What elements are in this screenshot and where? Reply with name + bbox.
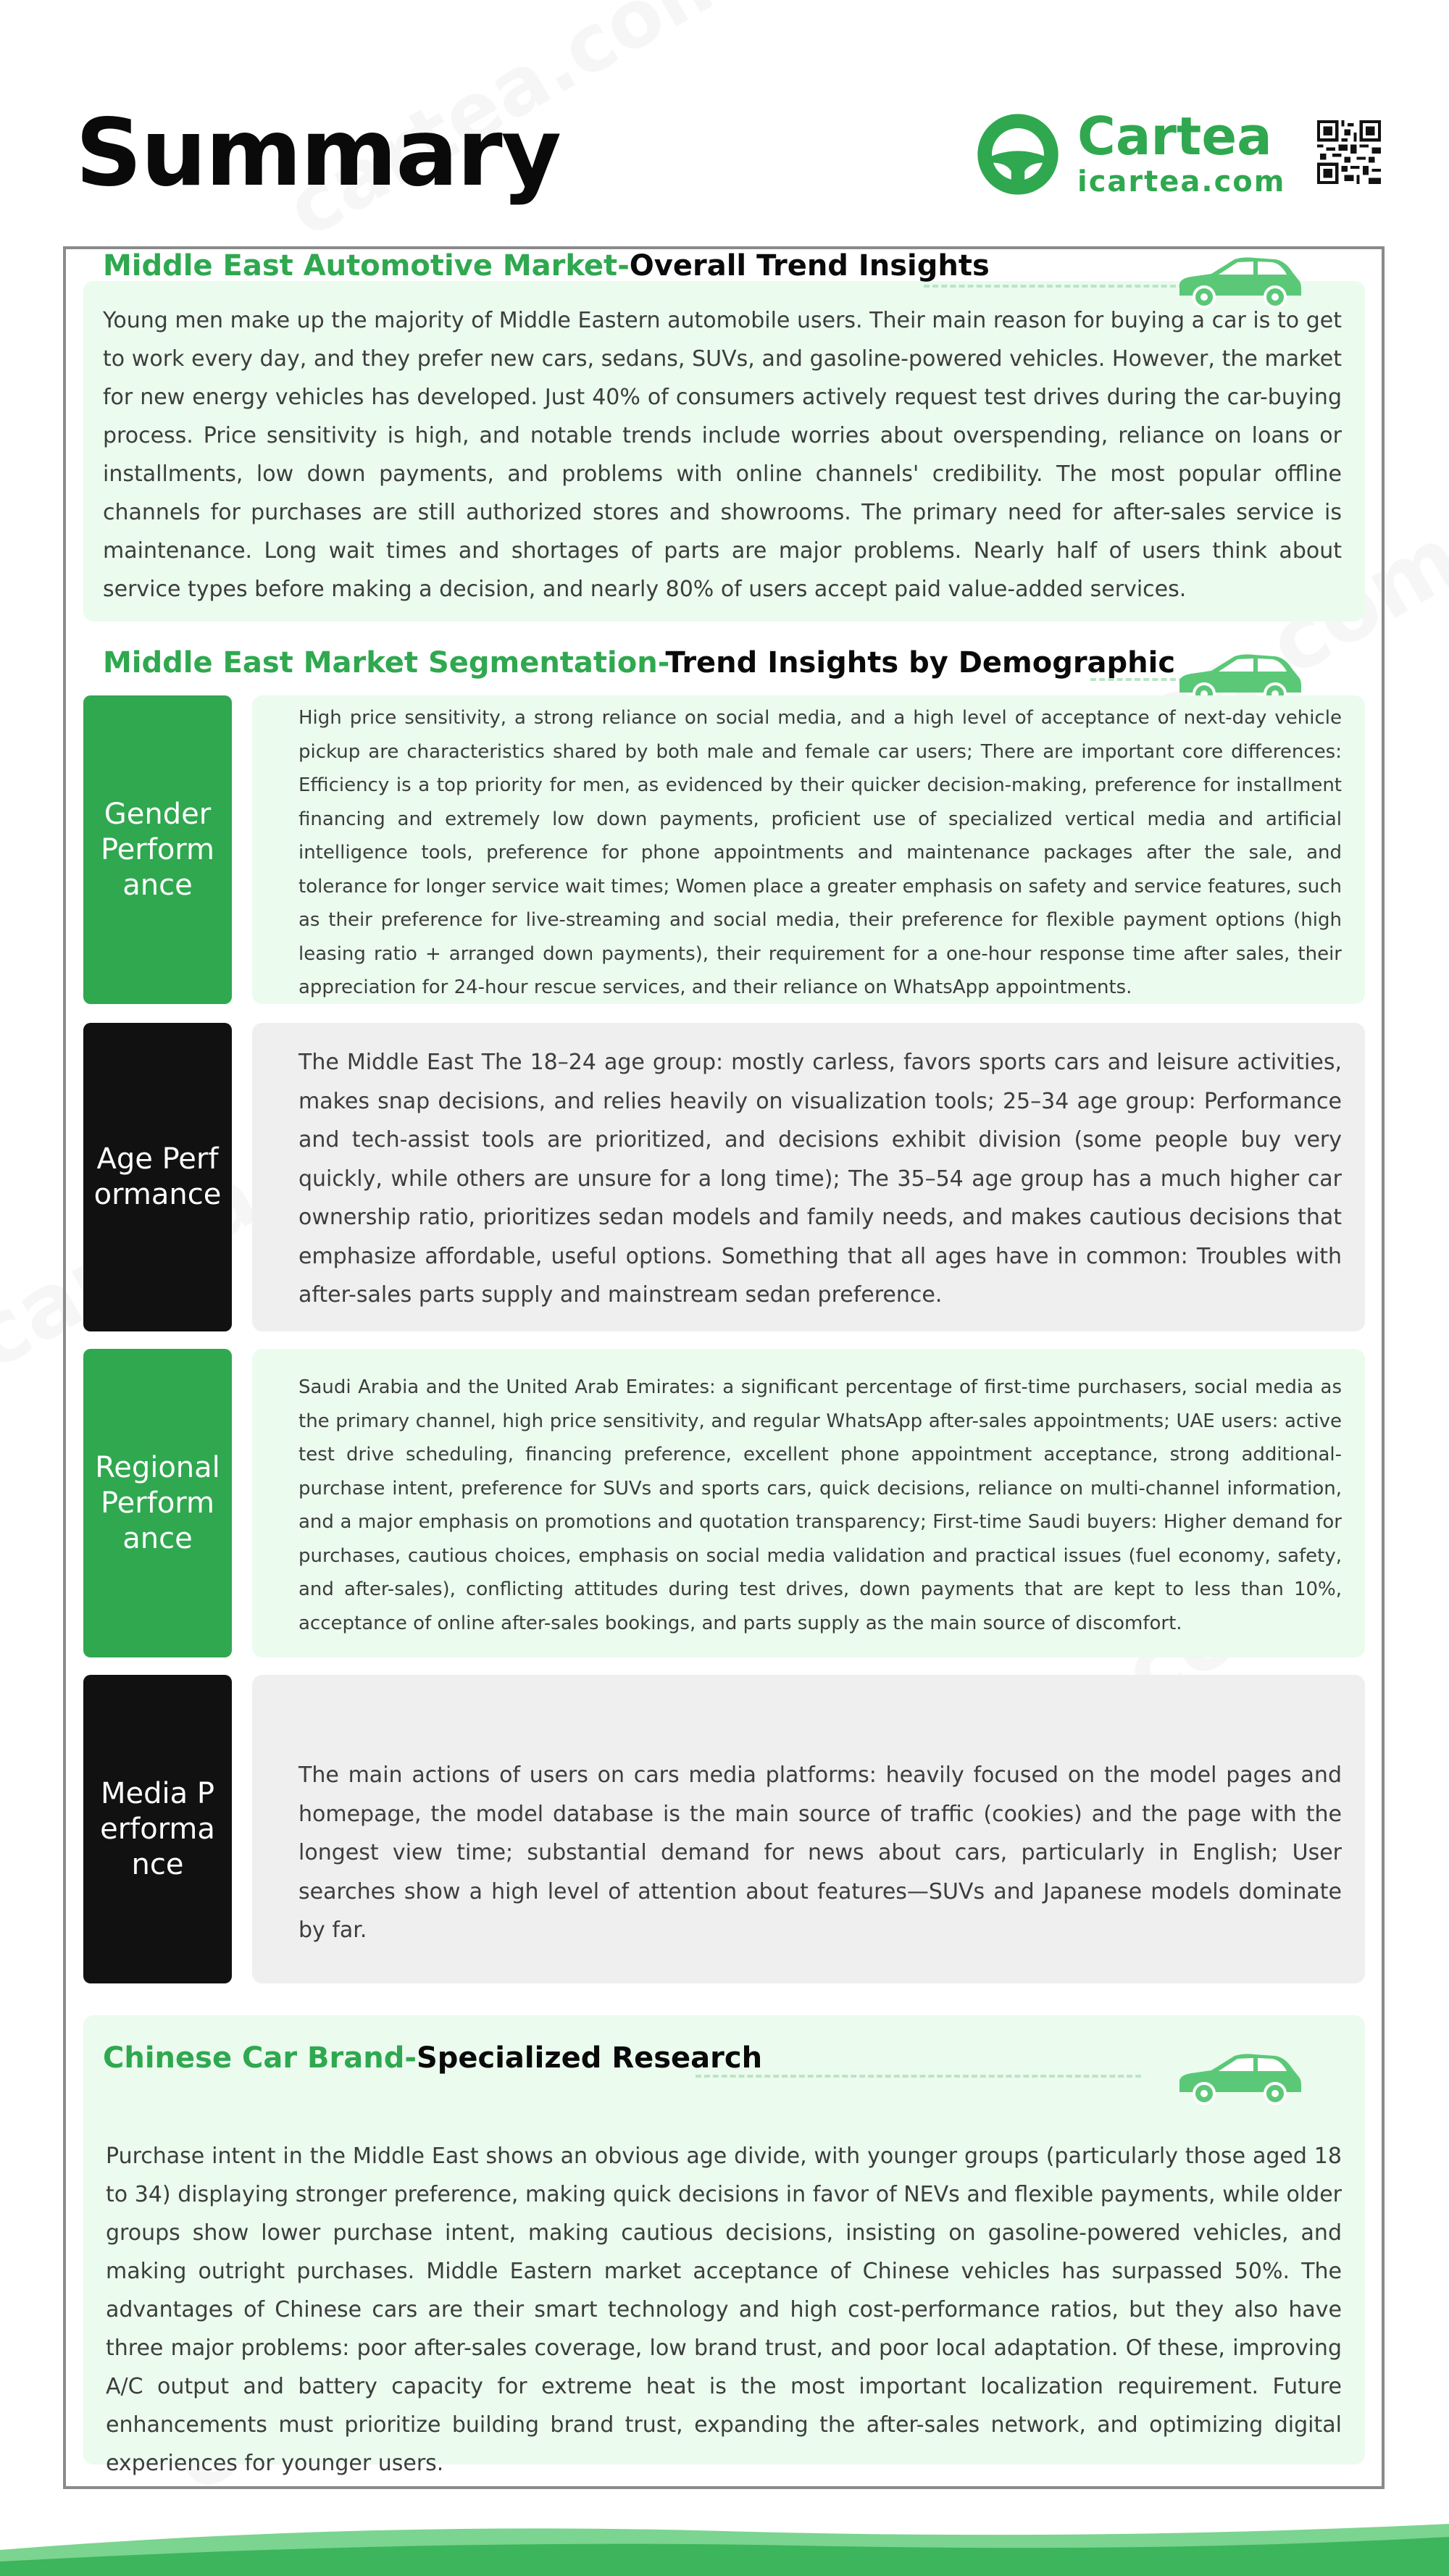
segmentation-heading: Middle East Market Segmentation-Trend Insights by Demographic	[103, 646, 1176, 679]
heading-divider	[1090, 678, 1185, 681]
bottom-wave	[0, 2521, 1449, 2576]
brand-domain: icartea.com	[1077, 165, 1286, 198]
page-title: Summary	[75, 99, 560, 207]
brand-logo	[976, 106, 1286, 198]
chinese-brand-body: Purchase intent in the Middle East shows an obvious age divide, with younger groups (particularly those aged 18 to 34) displaying stronger preference, making quick decisions in favor of NEVs and flexible payments, while older groups show lower purchase intent, making cautious decisions, insisting on gasoline-powered vehicles, and making outright purchases. Middle Eastern market acceptance of Chinese vehicles has surpassed 50%. The advantages of Chinese cars are their smart technology and high cost-performance ratios, but they also have three major problems: poor after-sales coverage, low brand trust, and poor local adaptation. Of these, improving A/C output and battery capacity for extreme heat is the most important localization requirement. Future enhancements must prioritize building brand trust, expanding the after-sales network, and optimizing digital experiences for younger users.	[106, 2144, 1342, 2476]
age-performance-text: The Middle East The 18–24 age group: mostly carless, favors sports cars and leisure activities, makes snap decisions, and relies heavily on visualization tools; 25–34 age group: Performance and tech-assist tools are prioritized, and decisions exhibit division (some people buy very quickly, while others are unsure for a long time); The 35–54 age group has a much higher car ownership ratio, prioritizes sedan models and family needs, and makes cautious decisions that emphasize affordable, useful options. Something that all ages have in common: Troubles with after-sales parts supply and mainstream sedan preference.	[298, 1050, 1342, 1308]
qr-code-icon	[1317, 120, 1381, 184]
overall-body: Young men make up the majority of Middle Eastern automobile users. Their main reason for buying a car is to get to work every day, and they prefer new cars, sedans, SUVs, and gasoline-powered vehicles. However, the market for new energy vehicles has developed. Just 40% of consumers actively request test drives during the car-buying process. Price sensitivity is high, and notable trends include worries about overspending, reliance on loans or installments, low down payments, and problems with online channels' credibility. The most popular offline channels for purchases are still authorized stores and showrooms. The primary need for after-sales service is maintenance. Long wait times and shortages of parts are major problems. Nearly half of users think about service types before making a decision, and nearly 80% of users accept paid value-added services.	[103, 308, 1342, 602]
brand-name: Cartea	[1077, 106, 1272, 167]
gender-performance-label: Gender Performance	[83, 695, 232, 1004]
chinese-brand-heading: Chinese Car Brand-Specialized Research	[103, 2041, 763, 2075]
heading-divider	[924, 285, 1185, 288]
age-performance-label: Age Performance	[83, 1023, 232, 1331]
car-icon	[1174, 2052, 1304, 2108]
media-performance-text: The main actions of users on cars media platforms: heavily focused on the model pages and homepage, the model database is the main source of traffic (cookies) and the page with the longest view time; substantial demand for news about cars, particularly in English; User searches show a high level of attention about features—SUVs and Japanese models dominate by far.	[298, 1762, 1342, 1943]
regional-performance-text: Saudi Arabia and the United Arab Emirates: a significant percentage of first-time purchasers, social media as the primary channel, high price sensitivity, and regular WhatsApp after-sales appointments; UAE users: active test drive scheduling, financing preference, excellent phone appointment acceptance, strong additional-purchase intent, preference for SUVs and sports cars, quick decisions, reliance on multi-channel information, and a major emphasis on promotions and quotation transparency; First-time Saudi buyers: Higher demand for purchases, cautious choices, emphasis on social media validation and practical issues (fuel economy, safety, and after-sales), conflicting attitudes during test drives, down payments that are kept to less than 10%, acceptance of online after-sales bookings, and parts supply as the main source of discomfort.	[298, 1376, 1342, 1634]
gender-performance-text: High price sensitivity, a strong reliance on social media, and a high level of acceptance of next-day vehicle pickup are characteristics shared by both male and female car users; There are important core differences: Efficiency is a top priority for men, as evidenced by their quicker decision-making, preference for installment financing and extremely low down payments, proficient use of specialized vertical media and artificial intelligence tools, preference for phone appointments and maintenance packages after the sale, and tolerance for longer service wait times; Women place a greater emphasis on safety and service features, such as their preference for live-streaming and social media, their preference for flexible payment options (high leasing ratio + arranged down payments), their requirement for a one-hour response time after sales, their appreciation for 24-hour rescue services, and their reliance on WhatsApp appointments.	[298, 707, 1342, 998]
overall-heading: Middle East Automotive Market-Overall Trend Insights	[103, 249, 990, 283]
regional-performance-label: Regional Performance	[83, 1349, 232, 1657]
heading-divider	[696, 2075, 1141, 2078]
cartea-logo-icon	[976, 112, 1060, 196]
media-performance-label: Media Performance	[83, 1675, 232, 1983]
